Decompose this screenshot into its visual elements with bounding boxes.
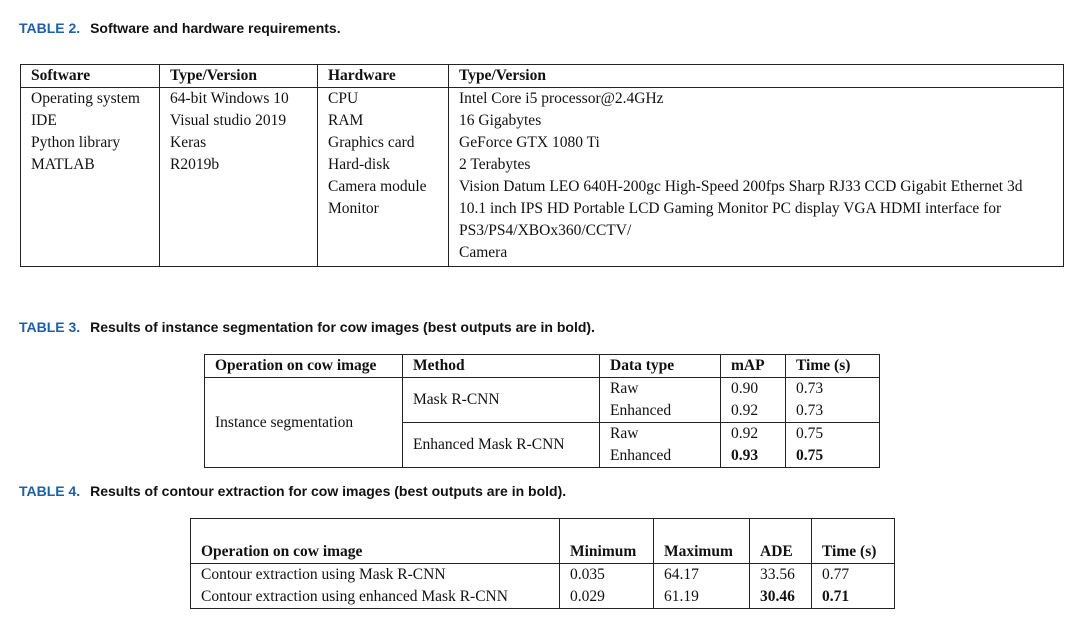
table-cell: MATLAB — [21, 154, 160, 176]
table2-label: TABLE 2. — [19, 20, 81, 36]
table2-header-row — [21, 65, 1064, 88]
table4-header-maximum: Maximum — [654, 519, 750, 564]
table-cell: 61.19 — [654, 586, 750, 609]
table2-caption-text: Software and hardware requirements. — [90, 20, 341, 36]
table-cell: Graphics card — [318, 132, 449, 154]
table-cell: 0.90 — [721, 378, 786, 401]
table3-method-cell: Enhanced Mask R-CNN — [403, 423, 600, 468]
table-cell: 64.17 — [654, 564, 750, 587]
table-row — [21, 198, 1064, 242]
table-row — [21, 154, 1064, 176]
table-cell: 0.75 — [786, 423, 880, 446]
table-cell: 0.75 — [786, 445, 880, 468]
table3-label: TABLE 3. — [19, 319, 81, 335]
table-cell: Camera — [449, 242, 1064, 267]
table-cell: Python library — [21, 132, 160, 154]
table-cell: GeForce GTX 1080 Ti — [449, 132, 1064, 154]
table-cell: Enhanced — [600, 400, 721, 423]
table3-method-cell: Mask R-CNN — [403, 378, 600, 423]
table-cell: R2019b — [160, 154, 318, 176]
table4-header-operation: Operation on cow image — [191, 519, 560, 564]
table-cell: Contour extraction using Mask R-CNN — [191, 564, 560, 587]
table2-header-type-version: Type/Version — [160, 65, 318, 88]
table3-header-map: mAP — [721, 355, 786, 378]
table-cell: Operating system — [21, 88, 160, 111]
table-cell: IDE — [21, 110, 160, 132]
table-cell: 2 Terabytes — [449, 154, 1064, 176]
table-row — [21, 176, 1064, 198]
table3-header-row — [205, 355, 880, 378]
table-cell: Intel Core i5 processor@2.4GHz — [449, 88, 1064, 111]
table-cell: CPU — [318, 88, 449, 111]
table3-header-data-type: Data type — [600, 355, 721, 378]
table2-header-type-version-2: Type/Version — [449, 65, 1064, 88]
table-cell: 33.56 — [750, 564, 812, 587]
table3-operation-cell: Instance segmentation — [205, 378, 403, 468]
table4-caption-text: Results of contour extraction for cow images (best outputs are in bold). — [90, 483, 567, 499]
table-row — [205, 378, 880, 401]
table-cell: 0.71 — [812, 586, 895, 609]
table-cell: Keras — [160, 132, 318, 154]
table3-header-operation: Operation on cow image — [205, 355, 403, 378]
table-cell — [160, 176, 318, 198]
table4-label: TABLE 4. — [19, 483, 81, 499]
table-cell: Raw — [600, 378, 721, 401]
table3-header-time: Time (s) — [786, 355, 880, 378]
table-cell: 0.73 — [786, 378, 880, 401]
table-cell: Camera module — [318, 176, 449, 198]
table-cell: 0.92 — [721, 423, 786, 446]
table-cell — [21, 176, 160, 198]
table-cell: 30.46 — [750, 586, 812, 609]
table3 — [204, 354, 880, 468]
table-cell — [160, 198, 318, 242]
table-cell: 10.1 inch IPS HD Portable LCD Gaming Monitor PC display VGA HDMI interface for PS3/PS4/XBOx360/CCTV/ — [449, 198, 1064, 242]
table-row — [21, 88, 1064, 111]
table-cell: Hard-disk — [318, 154, 449, 176]
table-row — [191, 564, 895, 587]
table3-caption-text: Results of instance segmentation for cow images (best outputs are in bold). — [90, 319, 595, 335]
table2-header-software: Software — [21, 65, 160, 88]
table-row — [191, 586, 895, 609]
table-cell: Monitor — [318, 198, 449, 242]
table4-header-minimum: Minimum — [560, 519, 654, 564]
table-cell: 0.035 — [560, 564, 654, 587]
table-cell — [21, 198, 160, 242]
table-row — [21, 110, 1064, 132]
table-cell: 0.029 — [560, 586, 654, 609]
table-cell: 0.92 — [721, 400, 786, 423]
table-cell: RAM — [318, 110, 449, 132]
table-cell: Vision Datum LEO 640H-200gc High-Speed 200fps Sharp RJ33 CCD Gigabit Ethernet 3d — [449, 176, 1064, 198]
table-row — [21, 242, 1064, 267]
table2-caption — [19, 20, 341, 36]
table2 — [20, 64, 1064, 267]
table-cell: 0.93 — [721, 445, 786, 468]
table-cell: 0.77 — [812, 564, 895, 587]
table4-header-row — [191, 519, 895, 564]
table-row — [21, 132, 1064, 154]
table-cell: Raw — [600, 423, 721, 446]
table4-header-time: Time (s) — [812, 519, 895, 564]
table2-header-hardware: Hardware — [318, 65, 449, 88]
table-cell: Enhanced — [600, 445, 721, 468]
table-cell: Visual studio 2019 — [160, 110, 318, 132]
table-cell — [160, 242, 318, 267]
table-cell: 64-bit Windows 10 — [160, 88, 318, 111]
table4 — [190, 518, 895, 609]
table-cell: Contour extraction using enhanced Mask R-CNN — [191, 586, 560, 609]
table-cell — [21, 242, 160, 267]
table-cell: 16 Gigabytes — [449, 110, 1064, 132]
table4-header-ade: ADE — [750, 519, 812, 564]
table4-caption — [19, 483, 566, 499]
table3-caption — [19, 319, 595, 335]
table-cell: 0.73 — [786, 400, 880, 423]
table3-header-method: Method — [403, 355, 600, 378]
table-cell — [318, 242, 449, 267]
